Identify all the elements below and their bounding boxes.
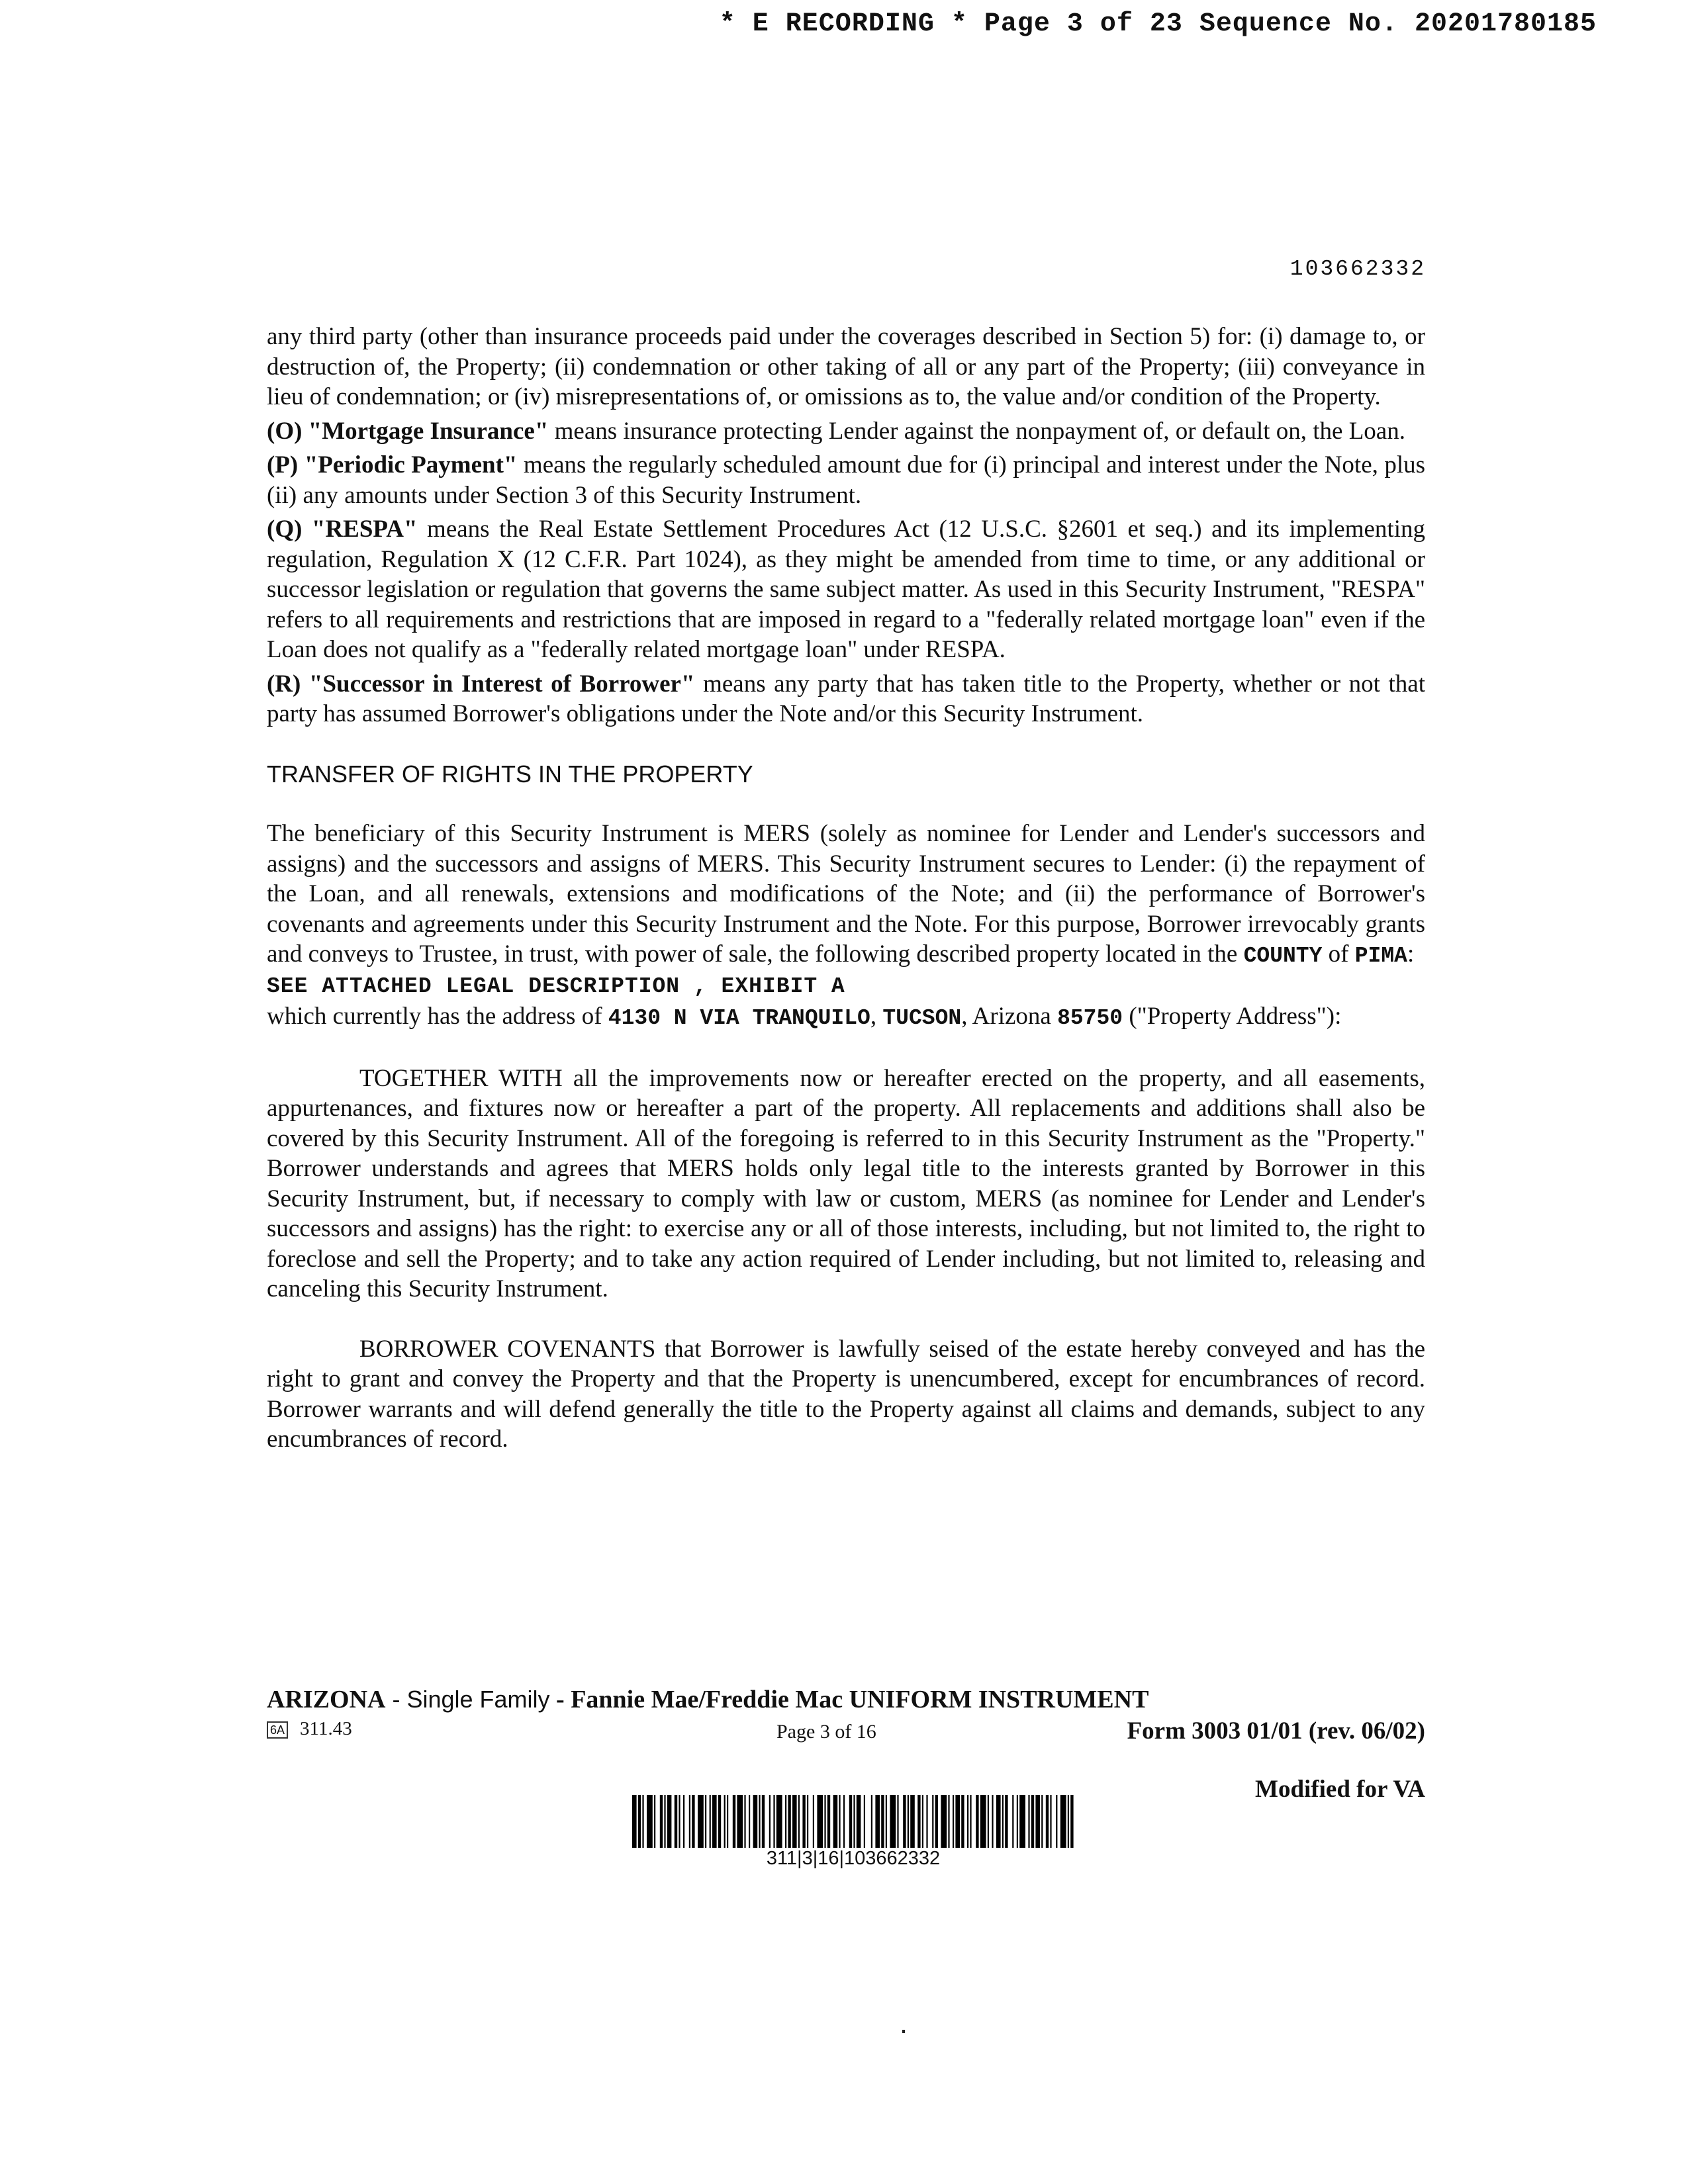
definition-successor: (R) "Successor in Interest of Borrower" means any party that has taken title to the Property, whether or not that party has assumed Borrower's obligations under the Note and/or this Security Instrument. [267, 670, 1425, 727]
form-footer [267, 1685, 1425, 1747]
barcode-caption: 311|3|16|103662332 [766, 1848, 941, 1869]
footer-instrument: Fannie Mae/Freddie Mac UNIFORM INSTRUMENT [571, 1686, 1149, 1713]
form-number: Form 3003 01/01 (rev. 06/02) [1127, 1717, 1425, 1745]
county-label: COUNTY [1243, 944, 1323, 968]
paragraph-borrower-covenants: BORROWER COVENANTS that Borrower is lawfully seised of the estate hereby conveyed and has the right to grant and convey the Property and that the Property is unencumbered, except for encumbrances of record. Borrower warrants and will defend generally the title to the Property against all claims and demands, subject to any encumbrances of record. [267, 1335, 1425, 1453]
footer-state: ARIZONA [267, 1686, 386, 1713]
zip-code: 85750 [1057, 1006, 1123, 1030]
county-name: PIMA [1354, 944, 1407, 968]
term-mortgage-insurance: (O) "Mortgage Insurance" [267, 417, 549, 445]
legal-description: SEE ATTACHED LEGAL DESCRIPTION , EXHIBIT A [267, 974, 845, 999]
footer-family: Single Family [406, 1686, 550, 1713]
paragraph-third-party: any third party (other than insurance proceeds paid under the coverages described in Section 5) for: (i) damage to, or destruction of, the Property; (ii) condemnation or other taking of all or any part of the Property; (iii) conveyance in lieu of condemnation; or (iv) misrepresentations of, or omissions as to, the value and/or condition of the Property. [267, 323, 1425, 410]
paragraph-beneficiary: The beneficiary of this Security Instrument is MERS (solely as nominee for Lender and Lender's successors and assigns) and the successors and assigns of MERS. This Security Instrument secures to Lender: (i) the repayment of the Loan, and all renewals, extensions and modifications of the Note; and (ii) the performance of Borrower's covenants and agreements under this Security Instrument and the Note. For this purpose, Borrower irrevocably grants and conveys to Trustee, in trust, with power of sale, the following described property located in the COUNTY of PIMA: [267, 820, 1425, 968]
scan-speck [902, 2030, 905, 2033]
definition-mortgage-insurance: (O) "Mortgage Insurance" means insurance protecting Lender against the nonpayment of, or default on, the Loan. [267, 417, 1405, 445]
recording-header: * E RECORDING * Page 3 of 23 Sequence No. 20201780185 [719, 9, 1597, 39]
definition-respa: (Q) "RESPA" means the Real Estate Settlement Procedures Act (12 U.S.C. §2601 et seq.) and its implementing regulation, Regulation X (12 C.F.R. Part 1024), as they might be amended from time to time, or any additional or successor legislation or regulation that governs the same subject matter. As used in this Security Instrument, "RESPA" refers to all requirements and restrictions that are imposed in regard to a "federally related mortgage loan" even if the Loan does not qualify as a "federally related mortgage loan" under RESPA. [267, 516, 1425, 663]
document-body [267, 322, 1425, 1459]
footer-page-number: Page 3 of 16 [776, 1721, 876, 1743]
term-periodic-payment: (P) "Periodic Payment" [267, 451, 518, 478]
modified-note: Modified for VA [1255, 1776, 1425, 1803]
street-address: 4130 N VIA TRANQUILO [608, 1006, 870, 1030]
definition-periodic-payment: (P) "Periodic Payment" means the regularly scheduled amount due for (i) principal and interest under the Note, plus (ii) any amounts under Section 3 of this Security Instrument. [267, 451, 1426, 509]
paragraph-together-with: TOGETHER WITH all the improvements now or hereafter erected on the property, and all easements, appurtenances, and fixtures now or hereafter a part of the property. All replacements and additions shall also be covered by this Security Instrument. All of the foregoing is referred to in this Security Instrument as the "Property." Borrower understands and agrees that MERS holds only legal title to the interests granted by Borrower in this Security Instrument, but, if necessary to comply with law or custom, MERS (as nominee for Lender and Lender's successors and assigns) has the right: to exercise any or all of those interests, including, but not limited to, the right to foreclose and sell the Property; and to take any action required of Lender including, but not limited to, releasing and canceling this Security Instrument. [267, 1064, 1425, 1302]
city: TUCSON [882, 1006, 962, 1030]
footer-title: ARIZONA - Single Family - Fannie Mae/Freddie Mac UNIFORM INSTRUMENT [267, 1686, 1149, 1713]
property-address: which currently has the address of 4130 N VIA TRANQUILO, TUCSON, Arizona 85750 ("Property Address"): [267, 1003, 1342, 1030]
section-heading-transfer: TRANSFER OF RIGHTS IN THE PROPERTY [267, 760, 753, 788]
barcode-icon [632, 1795, 1074, 1848]
form-badge-icon: 6A [267, 1721, 288, 1739]
document-number: 103662332 [1289, 257, 1426, 281]
term-successor: (R) "Successor in Interest of Borrower" [267, 670, 695, 698]
form-code: 311.43 [300, 1718, 352, 1739]
term-respa: (Q) "RESPA" [267, 516, 418, 543]
